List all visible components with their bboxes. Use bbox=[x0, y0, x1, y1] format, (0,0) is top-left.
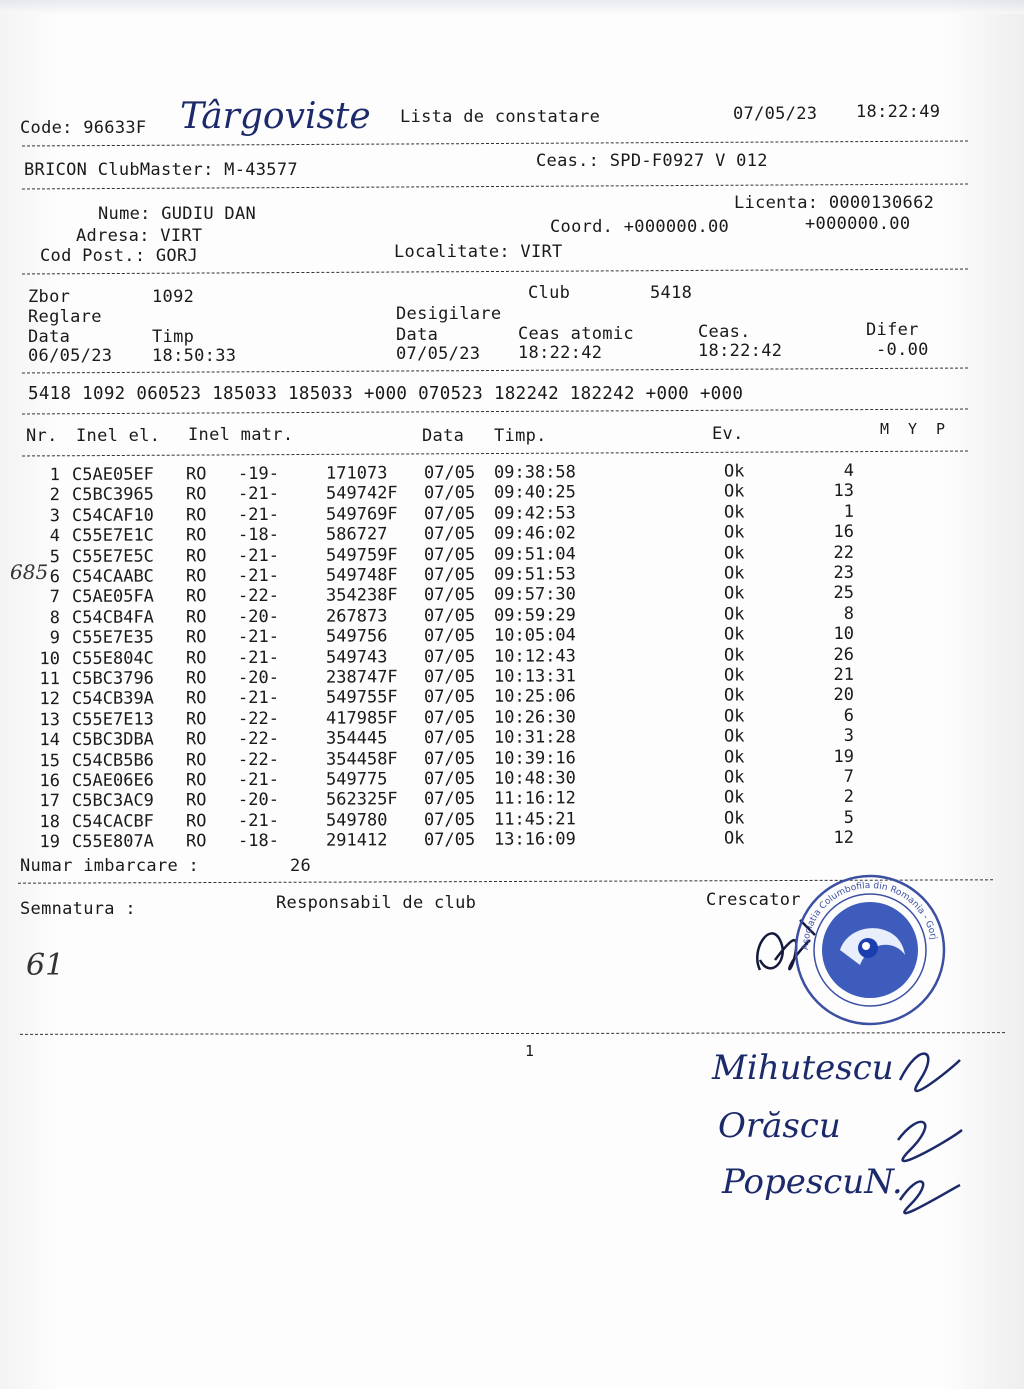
cell-matr: 267873 bbox=[325, 606, 388, 627]
cell-yr: -21- bbox=[237, 484, 280, 505]
cell-nr: 11 bbox=[39, 669, 61, 690]
cell-ev: Ok bbox=[723, 665, 745, 686]
cell-m: 4 bbox=[843, 460, 855, 481]
cell-nr: 4 bbox=[49, 526, 61, 547]
desigilare-atomic-time: 18:22:42 bbox=[518, 343, 603, 363]
cell-ring: C54CAABC bbox=[71, 566, 154, 587]
clock-id: Ceas.: SPD-F0927 V 012 bbox=[536, 151, 768, 171]
cell-time: 09:46:02 bbox=[493, 523, 576, 544]
cell-ring: C5AE06E6 bbox=[71, 770, 154, 791]
col-header-inel-el: Inel el. bbox=[76, 426, 161, 446]
cell-m: 5 bbox=[843, 807, 855, 828]
cell-ev: Ok bbox=[723, 645, 745, 666]
cell-ring: C54CB5B6 bbox=[71, 750, 154, 771]
cell-yr: -22- bbox=[237, 586, 280, 607]
cell-ev: Ok bbox=[723, 685, 745, 706]
cell-ev: Ok bbox=[723, 624, 745, 645]
owner-address: Adresa: VIRT bbox=[76, 226, 203, 246]
svg-text:Asociatia Columbofila din Roma: Asociatia Columbofila din Romania - Gorj bbox=[800, 880, 939, 951]
cell-m: 6 bbox=[843, 705, 855, 726]
cell-m: 3 bbox=[843, 726, 855, 747]
cell-time: 10:12:43 bbox=[493, 645, 576, 667]
cell-ring: C54CB39A bbox=[71, 688, 154, 710]
cell-matr: 549755F bbox=[325, 687, 398, 709]
cell-date: 07/05 bbox=[423, 748, 476, 769]
semnatura-label: Semnatura : bbox=[20, 899, 136, 919]
document-title: Lista de constatare bbox=[400, 107, 601, 127]
cell-date: 07/05 bbox=[423, 544, 476, 565]
cell-nr: 9 bbox=[49, 628, 61, 649]
cell-ro: RO bbox=[185, 770, 207, 791]
cell-ro: RO bbox=[185, 729, 207, 750]
difer-label: Difer bbox=[866, 320, 919, 340]
cell-ev: Ok bbox=[723, 563, 745, 584]
cell-ev: Ok bbox=[723, 808, 745, 829]
coordinates-2: +000000.00 bbox=[805, 214, 911, 234]
crescator-label: Crescator bbox=[706, 890, 801, 910]
zbor-value: 1092 bbox=[152, 287, 195, 307]
cell-matr: 586727 bbox=[325, 524, 388, 545]
cell-ro: RO bbox=[185, 586, 207, 607]
club-value: 5418 bbox=[650, 283, 693, 303]
cell-ro: RO bbox=[185, 566, 207, 587]
cell-ev: Ok bbox=[723, 481, 745, 502]
cell-nr: 16 bbox=[39, 771, 61, 792]
cell-nr: 12 bbox=[39, 689, 61, 710]
cell-ev: Ok bbox=[723, 604, 745, 625]
cell-time: 10:13:31 bbox=[493, 666, 576, 687]
cell-ring: C5BC3DBA bbox=[71, 729, 154, 751]
cell-ro: RO bbox=[185, 668, 207, 689]
cell-nr: 18 bbox=[39, 811, 61, 832]
cell-yr: -21- bbox=[237, 647, 280, 668]
cell-yr: -20- bbox=[237, 667, 280, 689]
license: Licenta: 0000130662 bbox=[734, 193, 935, 213]
cell-m: 12 bbox=[833, 828, 855, 849]
cell-nr: 17 bbox=[39, 791, 61, 812]
row-annotation: 685 bbox=[10, 560, 49, 584]
cell-m: 21 bbox=[833, 664, 855, 685]
cell-ring: C55E7E1C bbox=[71, 525, 154, 547]
col-header-inel-matr: Inel matr. bbox=[188, 425, 294, 445]
cell-date: 07/05 bbox=[423, 768, 476, 790]
cell-yr: -18- bbox=[237, 525, 280, 546]
cell-nr: 13 bbox=[39, 709, 61, 730]
divider bbox=[22, 409, 968, 415]
cell-nr: 1 bbox=[49, 465, 61, 486]
cell-ring: C55E807A bbox=[71, 831, 154, 853]
cell-yr: -21- bbox=[237, 565, 280, 587]
cell-matr: 238747F bbox=[325, 667, 398, 688]
table-row bbox=[24, 828, 864, 852]
commission-initials bbox=[890, 1040, 970, 1220]
cell-date: 07/05 bbox=[423, 503, 476, 524]
cell-yr: -22- bbox=[237, 749, 280, 770]
cell-matr: 291412 bbox=[325, 830, 388, 851]
cell-m: 23 bbox=[833, 562, 855, 583]
cell-ro: RO bbox=[185, 464, 207, 485]
cell-yr: -21- bbox=[237, 504, 280, 525]
cell-ring: C54CB4FA bbox=[71, 607, 154, 628]
reglare-label: Reglare bbox=[28, 307, 102, 327]
cell-time: 10:25:06 bbox=[493, 686, 576, 708]
cell-nr: 3 bbox=[49, 505, 61, 526]
reglare-date: 06/05/23 bbox=[28, 346, 113, 366]
cell-date: 07/05 bbox=[423, 789, 476, 810]
cell-yr: -21- bbox=[237, 769, 280, 791]
cell-yr: -18- bbox=[237, 831, 280, 852]
owner-name: Nume: GUDIU DAN bbox=[98, 204, 257, 224]
cell-time: 09:59:29 bbox=[493, 605, 576, 626]
cell-nr: 15 bbox=[39, 750, 61, 771]
coordinates: Coord. +000000.00 bbox=[550, 217, 730, 237]
cell-yr: -21- bbox=[237, 810, 280, 831]
cell-ev: Ok bbox=[723, 747, 745, 768]
cell-date: 07/05 bbox=[423, 707, 476, 728]
handwritten-mark: 61 bbox=[26, 948, 65, 983]
cell-yr: -21- bbox=[237, 688, 280, 709]
cell-matr: 354238F bbox=[325, 585, 398, 607]
cell-ring: C5BC3965 bbox=[71, 484, 154, 506]
cell-ro: RO bbox=[185, 811, 207, 832]
cell-ev: Ok bbox=[723, 767, 745, 788]
cell-ev: Ok bbox=[723, 726, 745, 747]
cell-ring: C55E7E13 bbox=[71, 709, 154, 730]
cell-date: 07/05 bbox=[423, 605, 476, 626]
cell-time: 13:16:09 bbox=[493, 829, 576, 850]
cell-m: 26 bbox=[833, 644, 855, 665]
cell-yr: -21- bbox=[237, 627, 280, 648]
cell-date: 07/05 bbox=[423, 462, 476, 484]
cell-date: 07/05 bbox=[423, 666, 476, 688]
cell-matr: 417985F bbox=[325, 708, 398, 729]
cell-nr: 8 bbox=[49, 607, 61, 628]
page-number: 1 bbox=[525, 1042, 535, 1060]
cell-matr: 549759F bbox=[325, 544, 398, 566]
cell-matr: 354445 bbox=[325, 728, 388, 749]
reglare-data-label: Data bbox=[28, 327, 71, 347]
cell-time: 11:16:12 bbox=[493, 788, 576, 810]
ceas-label: Ceas. bbox=[698, 322, 751, 342]
ceas-atomic-label: Ceas atomic bbox=[518, 324, 634, 344]
cell-ev: Ok bbox=[723, 522, 745, 543]
cell-ring: C54CACBF bbox=[71, 811, 154, 832]
signature-name-3: PopescuN. bbox=[722, 1162, 903, 1202]
cell-ring: C55E804C bbox=[71, 648, 154, 669]
cell-m: 8 bbox=[843, 603, 855, 624]
cell-ro: RO bbox=[185, 505, 207, 526]
cell-ev: Ok bbox=[723, 543, 745, 564]
club-stamp bbox=[790, 870, 950, 1030]
cell-m: 7 bbox=[843, 766, 855, 787]
cell-time: 10:05:04 bbox=[493, 625, 576, 646]
cell-ring: C55E7E35 bbox=[71, 627, 154, 649]
divider bbox=[22, 451, 968, 457]
cell-date: 07/05 bbox=[423, 483, 476, 504]
cell-nr: 6 bbox=[49, 567, 61, 588]
divider bbox=[22, 141, 968, 147]
cell-yr: -20- bbox=[237, 606, 280, 627]
cell-time: 11:45:21 bbox=[493, 809, 576, 830]
cell-ev: Ok bbox=[723, 706, 745, 727]
cell-yr: -22- bbox=[237, 708, 280, 729]
cell-time: 10:26:30 bbox=[493, 707, 576, 728]
cell-ring: C5AE05EF bbox=[71, 464, 154, 485]
cell-ev: Ok bbox=[723, 787, 745, 808]
cell-ro: RO bbox=[185, 525, 207, 546]
cell-time: 09:42:53 bbox=[493, 503, 576, 524]
cell-ro: RO bbox=[185, 709, 207, 730]
cell-ro: RO bbox=[185, 831, 207, 852]
col-header-myp: M Y P bbox=[880, 420, 946, 438]
cell-matr: 549775 bbox=[325, 769, 388, 790]
cell-nr: 2 bbox=[49, 485, 61, 506]
cell-time: 09:38:58 bbox=[493, 462, 576, 483]
summary-line: 5418 1092 060523 185033 185033 +000 070523 182242 182242 +000 +000 bbox=[28, 384, 744, 404]
cell-nr: 14 bbox=[39, 730, 61, 751]
cell-ro: RO bbox=[185, 790, 207, 811]
cell-m: 13 bbox=[833, 481, 855, 502]
cell-nr: 10 bbox=[39, 648, 61, 669]
cell-date: 07/05 bbox=[423, 809, 476, 830]
cell-matr: 549756 bbox=[325, 626, 388, 647]
cell-ro: RO bbox=[185, 688, 207, 709]
cell-ro: RO bbox=[185, 627, 207, 648]
cell-ring: C5AE05FA bbox=[71, 586, 154, 608]
cell-ro: RO bbox=[185, 484, 207, 505]
cell-ro: RO bbox=[185, 607, 207, 628]
header-date: 07/05/23 bbox=[733, 104, 818, 124]
divider bbox=[20, 1032, 1005, 1035]
cell-yr: -19- bbox=[237, 463, 280, 485]
cell-nr: 5 bbox=[49, 546, 61, 567]
cell-m: 25 bbox=[833, 583, 855, 604]
cell-m: 16 bbox=[833, 522, 855, 543]
cell-matr: 549748F bbox=[325, 565, 398, 586]
cell-ring: C55E7E5C bbox=[71, 546, 154, 567]
cell-matr: 549743 bbox=[325, 646, 388, 668]
cell-m: 20 bbox=[833, 685, 855, 706]
reglare-time: 18:50:33 bbox=[152, 346, 237, 366]
cell-m: 1 bbox=[843, 501, 855, 522]
cell-ev: Ok bbox=[723, 502, 745, 523]
signature-name-1: Mihutescu bbox=[712, 1048, 894, 1088]
cell-date: 07/05 bbox=[423, 585, 476, 606]
col-header-ev: Ev. bbox=[712, 424, 744, 444]
cell-ring: C54CAF10 bbox=[71, 505, 154, 526]
code-label: Code: 96633F bbox=[20, 118, 147, 138]
cell-date: 07/05 bbox=[423, 564, 476, 586]
cell-yr: -20- bbox=[237, 790, 280, 811]
cell-date: 07/05 bbox=[423, 646, 476, 667]
divider bbox=[22, 368, 968, 374]
header-time: 18:22:49 bbox=[856, 102, 941, 122]
responsabil-label: Responsabil de club bbox=[276, 893, 477, 913]
cell-ring: C5BC3796 bbox=[71, 668, 154, 689]
desigilare-data-label: Data bbox=[396, 325, 439, 345]
difer-value: -0.00 bbox=[876, 340, 929, 360]
cell-date: 07/05 bbox=[423, 830, 476, 851]
cell-time: 09:51:04 bbox=[493, 543, 576, 565]
cell-m: 10 bbox=[833, 624, 855, 645]
cell-ro: RO bbox=[185, 749, 207, 770]
col-header-data: Data bbox=[422, 426, 465, 446]
cell-ev: Ok bbox=[723, 583, 745, 604]
cell-date: 07/05 bbox=[423, 728, 476, 749]
cell-date: 07/05 bbox=[423, 687, 476, 708]
cell-nr: 19 bbox=[39, 832, 61, 853]
owner-postcode: Cod Post.: GORJ bbox=[40, 246, 199, 266]
scan-edge bbox=[0, 0, 1024, 14]
numar-imbarcare-value: 26 bbox=[290, 856, 312, 876]
desigilare-date: 07/05/23 bbox=[396, 344, 481, 364]
cell-matr: 549780 bbox=[325, 810, 388, 831]
handwritten-city: Târgoviste bbox=[180, 96, 371, 137]
club-label: Club bbox=[528, 283, 571, 303]
cell-matr: 171073 bbox=[325, 463, 388, 484]
cell-yr: -21- bbox=[237, 545, 280, 566]
cell-m: 19 bbox=[833, 746, 855, 767]
cell-m: 22 bbox=[833, 542, 855, 563]
reglare-timp-label: Timp bbox=[152, 327, 195, 347]
divider bbox=[22, 269, 968, 275]
signature-name-2: Orăscu bbox=[718, 1106, 841, 1146]
zbor-label: Zbor bbox=[28, 287, 71, 307]
col-header-timp: Timp. bbox=[494, 426, 547, 446]
cell-date: 07/05 bbox=[423, 626, 476, 647]
cell-time: 09:51:53 bbox=[493, 564, 576, 585]
cell-matr: 354458F bbox=[325, 748, 398, 770]
cell-ring: C5BC3AC9 bbox=[71, 790, 154, 812]
locality: Localitate: VIRT bbox=[394, 242, 563, 262]
col-header-nr: Nr. bbox=[26, 426, 58, 446]
cell-ev: Ok bbox=[723, 828, 745, 849]
cell-nr: 7 bbox=[49, 587, 61, 608]
cell-matr: 549769F bbox=[325, 504, 398, 525]
cell-yr: -22- bbox=[237, 729, 280, 750]
cell-time: 10:48:30 bbox=[493, 768, 576, 789]
cell-time: 09:57:30 bbox=[493, 584, 576, 606]
cell-ev: Ok bbox=[723, 461, 745, 482]
divider bbox=[22, 184, 968, 190]
cell-date: 07/05 bbox=[423, 524, 476, 545]
cell-time: 10:39:16 bbox=[493, 747, 576, 769]
cell-matr: 549742F bbox=[325, 483, 398, 505]
numar-imbarcare-label: Numar imbarcare : bbox=[20, 856, 200, 876]
bricon-clubmaster: BRICON ClubMaster: M-43577 bbox=[24, 160, 298, 180]
cell-time: 09:40:25 bbox=[493, 482, 576, 504]
cell-ro: RO bbox=[185, 545, 207, 566]
desigilare-label: Desigilare bbox=[396, 304, 502, 324]
cell-m: 2 bbox=[843, 787, 855, 808]
cell-ro: RO bbox=[185, 647, 207, 668]
cell-time: 10:31:28 bbox=[493, 727, 576, 748]
cell-matr: 562325F bbox=[325, 789, 398, 811]
desigilare-ceas-time: 18:22:42 bbox=[698, 341, 783, 361]
